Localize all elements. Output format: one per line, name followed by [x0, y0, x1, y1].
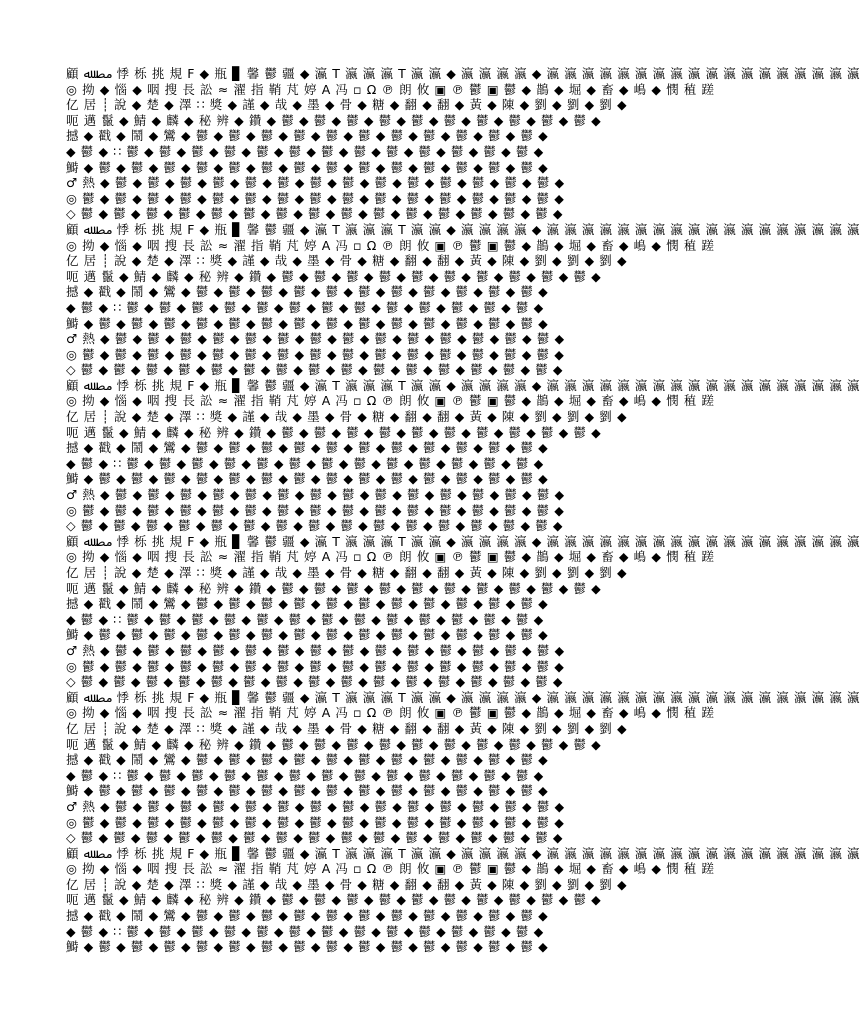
text-line: 撼 ◆ 戳 ◆ 鬧 ◆ 鸞 ◆ 鬱 ◆ 鬱 ◆ 鬱 ◆ 鬱 ◆ 鬱 ◆ 鬱 ◆ 鬱 ◆ 鬱 ◆ 鬱 ◆ 鬱 ◆ 鬱 ◆ — [66, 128, 549, 144]
text-line: 呃 邁 鬣 ◆ 鯖 ◆ 麟 ◆ 秘 辨 ◆ 鑽 ◆ 鬱 ◆ 鬱 ◆ 鬱 ◆ 鬱 ◆ 鬱 ◆ 鬱 ◆ 鬱 ◆ 鬱 ◆ 鬱 ◆ 鬱 ◆ — [66, 736, 602, 752]
text-line: ◎ 拗 ◆ 惱 ◆ 咽 搜 長 訟 ≈ 濯 指 鞘 芃 婷 A 冯 ▫ Ω ℗ 朗 攸 ▣ ℗ 鬱 ▣ 鬱 ◆ 鵲 ◆ 堀 ◆ 畜 ◆ 嶋 ◆ 憫 稙 蹉 — [66, 549, 715, 565]
text-line: 鰣 ◆ 鬱 ◆ 鬱 ◆ 鬱 ◆ 鬱 ◆ 鬱 ◆ 鬱 ◆ 鬱 ◆ 鬱 ◆ 鬱 ◆ 鬱 ◆ 鬱 ◆ 鬱 ◆ 鬱 ◆ 鬱 ◆ — [66, 315, 549, 331]
text-line: 顧 ﻣﺼ ﷲ 悸 栎 挑 規 F ◆ 瓶 ▊ 馨 鬱 疆 ◆ 瀛 T 瀛 瀛 瀛 T 瀛 瀛 ◆ 瀛 瀛 瀛 瀛 ◆ 瀛 瀛 瀛 瀛 瀛 瀛 瀛 瀛 瀛 瀛 瀛 瀛 瀛 瀛 瀛 瀛 瀛 瀛 — [66, 533, 860, 549]
text-line: ◎ 拗 ◆ 惱 ◆ 咽 搜 長 訟 ≈ 濯 指 鞘 芃 婷 A 冯 ▫ Ω ℗ 朗 攸 ▣ ℗ 鬱 ▣ 鬱 ◆ 鵲 ◆ 堀 ◆ 畜 ◆ 嶋 ◆ 憫 稙 蹉 — [66, 81, 715, 97]
text-line: 顧 ﻣﺼ ﷲ 悸 栎 挑 規 F ◆ 瓶 ▊ 馨 鬱 疆 ◆ 瀛 T 瀛 瀛 瀛 T 瀛 瀛 ◆ 瀛 瀛 瀛 瀛 ◆ 瀛 瀛 瀛 瀛 瀛 瀛 瀛 瀛 瀛 瀛 瀛 瀛 瀛 瀛 瀛 瀛 瀛 瀛 — [66, 689, 860, 705]
text-line: 亿 居 ┊ 說 ◆ 楚 ◆ 澤 ∷ 獎 ◆ 謹 ◆ 哉 ◆ 墨 ◆ 骨 ◆ 糖 ◆ 翻 ◆ 翻 ◆ 黃 ◆ 陳 ◆ 劉 ◆ 劉 ◆ 劉 ◆ — [66, 253, 628, 269]
text-line: ◆ 鬱 ◆ ∷ 鬱 ◆ 鬱 ◆ 鬱 ◆ 鬱 ◆ 鬱 ◆ 鬱 ◆ 鬱 ◆ 鬱 ◆ 鬱 ◆ 鬱 ◆ 鬱 ◆ 鬱 ◆ 鬱 ◆ — [66, 923, 544, 939]
text-line: 呃 邁 鬣 ◆ 鯖 ◆ 麟 ◆ 秘 辨 ◆ 鑽 ◆ 鬱 ◆ 鬱 ◆ 鬱 ◆ 鬱 ◆ 鬱 ◆ 鬱 ◆ 鬱 ◆ 鬱 ◆ 鬱 ◆ 鬱 ◆ — [66, 112, 602, 128]
text-line: ◎ 拗 ◆ 惱 ◆ 咽 搜 長 訟 ≈ 濯 指 鞘 芃 婷 A 冯 ▫ Ω ℗ 朗 攸 ▣ ℗ 鬱 ▣ 鬱 ◆ 鵲 ◆ 堀 ◆ 畜 ◆ 嶋 ◆ 憫 稙 蹉 — [66, 861, 715, 877]
text-line: 撼 ◆ 戳 ◆ 鬧 ◆ 鸞 ◆ 鬱 ◆ 鬱 ◆ 鬱 ◆ 鬱 ◆ 鬱 ◆ 鬱 ◆ 鬱 ◆ 鬱 ◆ 鬱 ◆ 鬱 ◆ 鬱 ◆ — [66, 284, 549, 300]
text-line: 撼 ◆ 戳 ◆ 鬧 ◆ 鸞 ◆ 鬱 ◆ 鬱 ◆ 鬱 ◆ 鬱 ◆ 鬱 ◆ 鬱 ◆ 鬱 ◆ 鬱 ◆ 鬱 ◆ 鬱 ◆ 鬱 ◆ — [66, 440, 549, 456]
text-line: 顧 ﻣﺼ ﷲ 悸 栎 挑 規 F ◆ 瓶 ▊ 馨 鬱 疆 ◆ 瀛 T 瀛 瀛 瀛 T 瀛 瀛 ◆ 瀛 瀛 瀛 瀛 ◆ 瀛 瀛 瀛 瀛 瀛 瀛 瀛 瀛 瀛 瀛 瀛 瀛 瀛 瀛 瀛 瀛 瀛 瀛 — [66, 221, 860, 237]
text-line: 亿 居 ┊ 說 ◆ 楚 ◆ 澤 ∷ 獎 ◆ 謹 ◆ 哉 ◆ 墨 ◆ 骨 ◆ 糖 ◆ 翻 ◆ 翻 ◆ 黃 ◆ 陳 ◆ 劉 ◆ 劉 ◆ 劉 ◆ — [66, 409, 628, 425]
text-line: 鰣 ◆ 鬱 ◆ 鬱 ◆ 鬱 ◆ 鬱 ◆ 鬱 ◆ 鬱 ◆ 鬱 ◆ 鬱 ◆ 鬱 ◆ 鬱 ◆ 鬱 ◆ 鬱 ◆ 鬱 ◆ 鬱 ◆ — [66, 627, 549, 643]
text-line: ◎ 鬱 ◆ 鬱 ◆ 鬱 ◆ 鬱 ◆ 鬱 ◆ 鬱 ◆ 鬱 ◆ 鬱 ◆ 鬱 ◆ 鬱 ◆ 鬱 ◆ 鬱 ◆ 鬱 ◆ 鬱 ◆ 鬱 ◆ — [66, 658, 565, 674]
text-line: ◇ 鬱 ◆ 鬱 ◆ 鬱 ◆ 鬱 ◆ 鬱 ◆ 鬱 ◆ 鬱 ◆ 鬱 ◆ 鬱 ◆ 鬱 ◆ 鬱 ◆ 鬱 ◆ 鬱 ◆ 鬱 ◆ 鬱 ◆ — [66, 362, 564, 378]
text-line: ◆ 鬱 ◆ ∷ 鬱 ◆ 鬱 ◆ 鬱 ◆ 鬱 ◆ 鬱 ◆ 鬱 ◆ 鬱 ◆ 鬱 ◆ 鬱 ◆ 鬱 ◆ 鬱 ◆ 鬱 ◆ 鬱 ◆ — [66, 299, 544, 315]
text-line: 鰣 ◆ 鬱 ◆ 鬱 ◆ 鬱 ◆ 鬱 ◆ 鬱 ◆ 鬱 ◆ 鬱 ◆ 鬱 ◆ 鬱 ◆ 鬱 ◆ 鬱 ◆ 鬱 ◆ 鬱 ◆ 鬱 ◆ — [66, 471, 549, 487]
text-line: 撼 ◆ 戳 ◆ 鬧 ◆ 鸞 ◆ 鬱 ◆ 鬱 ◆ 鬱 ◆ 鬱 ◆ 鬱 ◆ 鬱 ◆ 鬱 ◆ 鬱 ◆ 鬱 ◆ 鬱 ◆ 鬱 ◆ — [66, 596, 549, 612]
text-line: 鰣 ◆ 鬱 ◆ 鬱 ◆ 鬱 ◆ 鬱 ◆ 鬱 ◆ 鬱 ◆ 鬱 ◆ 鬱 ◆ 鬱 ◆ 鬱 ◆ 鬱 ◆ 鬱 ◆ 鬱 ◆ 鬱 ◆ — [66, 939, 549, 955]
text-line: 顧 ﻣﺼ ﷲ 悸 栎 挑 規 F ◆ 瓶 ▊ 馨 鬱 疆 ◆ 瀛 T 瀛 瀛 瀛 T 瀛 瀛 ◆ 瀛 瀛 瀛 瀛 ◆ 瀛 瀛 瀛 瀛 瀛 瀛 瀛 瀛 瀛 瀛 瀛 瀛 瀛 瀛 瀛 瀛 瀛 瀛 — [66, 377, 860, 393]
garbled-text-block — [66, 66, 860, 966]
text-line: ◎ 鬱 ◆ 鬱 ◆ 鬱 ◆ 鬱 ◆ 鬱 ◆ 鬱 ◆ 鬱 ◆ 鬱 ◆ 鬱 ◆ 鬱 ◆ 鬱 ◆ 鬱 ◆ 鬱 ◆ 鬱 ◆ 鬱 ◆ — [66, 814, 565, 830]
text-line: 亿 居 ┊ 說 ◆ 楚 ◆ 澤 ∷ 獎 ◆ 謹 ◆ 哉 ◆ 墨 ◆ 骨 ◆ 糖 ◆ 翻 ◆ 翻 ◆ 黃 ◆ 陳 ◆ 劉 ◆ 劉 ◆ 劉 ◆ — [66, 97, 628, 113]
text-line: ♂ 熱 ◆ 鬱 ◆ 鬱 ◆ 鬱 ◆ 鬱 ◆ 鬱 ◆ 鬱 ◆ 鬱 ◆ 鬱 ◆ 鬱 ◆ 鬱 ◆ 鬱 ◆ 鬱 ◆ 鬱 ◆ 鬱 ◆ — [66, 175, 565, 191]
text-line: 呃 邁 鬣 ◆ 鯖 ◆ 麟 ◆ 秘 辨 ◆ 鑽 ◆ 鬱 ◆ 鬱 ◆ 鬱 ◆ 鬱 ◆ 鬱 ◆ 鬱 ◆ 鬱 ◆ 鬱 ◆ 鬱 ◆ 鬱 ◆ — [66, 268, 602, 284]
text-line: ◇ 鬱 ◆ 鬱 ◆ 鬱 ◆ 鬱 ◆ 鬱 ◆ 鬱 ◆ 鬱 ◆ 鬱 ◆ 鬱 ◆ 鬱 ◆ 鬱 ◆ 鬱 ◆ 鬱 ◆ 鬱 ◆ 鬱 ◆ — [66, 830, 564, 846]
text-line: 顧 ﻣﺼ ﷲ 悸 栎 挑 規 F ◆ 瓶 ▊ 馨 鬱 疆 ◆ 瀛 T 瀛 瀛 瀛 T 瀛 瀛 ◆ 瀛 瀛 瀛 瀛 ◆ 瀛 瀛 瀛 瀛 瀛 瀛 瀛 瀛 瀛 瀛 瀛 瀛 瀛 瀛 瀛 瀛 瀛 瀛 — [66, 845, 860, 861]
text-line: 撼 ◆ 戳 ◆ 鬧 ◆ 鸞 ◆ 鬱 ◆ 鬱 ◆ 鬱 ◆ 鬱 ◆ 鬱 ◆ 鬱 ◆ 鬱 ◆ 鬱 ◆ 鬱 ◆ 鬱 ◆ 鬱 ◆ — [66, 908, 549, 924]
text-line: 呃 邁 鬣 ◆ 鯖 ◆ 麟 ◆ 秘 辨 ◆ 鑽 ◆ 鬱 ◆ 鬱 ◆ 鬱 ◆ 鬱 ◆ 鬱 ◆ 鬱 ◆ 鬱 ◆ 鬱 ◆ 鬱 ◆ 鬱 ◆ — [66, 424, 602, 440]
text-line: ◇ 鬱 ◆ 鬱 ◆ 鬱 ◆ 鬱 ◆ 鬱 ◆ 鬱 ◆ 鬱 ◆ 鬱 ◆ 鬱 ◆ 鬱 ◆ 鬱 ◆ 鬱 ◆ 鬱 ◆ 鬱 ◆ 鬱 ◆ — [66, 518, 564, 534]
text-line: ◎ 鬱 ◆ 鬱 ◆ 鬱 ◆ 鬱 ◆ 鬱 ◆ 鬱 ◆ 鬱 ◆ 鬱 ◆ 鬱 ◆ 鬱 ◆ 鬱 ◆ 鬱 ◆ 鬱 ◆ 鬱 ◆ 鬱 ◆ — [66, 190, 565, 206]
text-line: ◎ 拗 ◆ 惱 ◆ 咽 搜 長 訟 ≈ 濯 指 鞘 芃 婷 A 冯 ▫ Ω ℗ 朗 攸 ▣ ℗ 鬱 ▣ 鬱 ◆ 鵲 ◆ 堀 ◆ 畜 ◆ 嶋 ◆ 憫 稙 蹉 — [66, 237, 715, 253]
text-line: 亿 居 ┊ 說 ◆ 楚 ◆ 澤 ∷ 獎 ◆ 謹 ◆ 哉 ◆ 墨 ◆ 骨 ◆ 糖 ◆ 翻 ◆ 翻 ◆ 黃 ◆ 陳 ◆ 劉 ◆ 劉 ◆ 劉 ◆ — [66, 720, 628, 736]
text-line: ◆ 鬱 ◆ ∷ 鬱 ◆ 鬱 ◆ 鬱 ◆ 鬱 ◆ 鬱 ◆ 鬱 ◆ 鬱 ◆ 鬱 ◆ 鬱 ◆ 鬱 ◆ 鬱 ◆ 鬱 ◆ 鬱 ◆ — [66, 611, 544, 627]
text-line: 撼 ◆ 戳 ◆ 鬧 ◆ 鸞 ◆ 鬱 ◆ 鬱 ◆ 鬱 ◆ 鬱 ◆ 鬱 ◆ 鬱 ◆ 鬱 ◆ 鬱 ◆ 鬱 ◆ 鬱 ◆ 鬱 ◆ — [66, 752, 549, 768]
text-line: 亿 居 ┊ 說 ◆ 楚 ◆ 澤 ∷ 獎 ◆ 謹 ◆ 哉 ◆ 墨 ◆ 骨 ◆ 糖 ◆ 翻 ◆ 翻 ◆ 黃 ◆ 陳 ◆ 劉 ◆ 劉 ◆ 劉 ◆ — [66, 565, 628, 580]
text-line: ♂ 熱 ◆ 鬱 ◆ 鬱 ◆ 鬱 ◆ 鬱 ◆ 鬱 ◆ 鬱 ◆ 鬱 ◆ 鬱 ◆ 鬱 ◆ 鬱 ◆ 鬱 ◆ 鬱 ◆ 鬱 ◆ 鬱 ◆ — [66, 487, 565, 503]
text-line: ♂ 熱 ◆ 鬱 ◆ 鬱 ◆ 鬱 ◆ 鬱 ◆ 鬱 ◆ 鬱 ◆ 鬱 ◆ 鬱 ◆ 鬱 ◆ 鬱 ◆ 鬱 ◆ 鬱 ◆ 鬱 ◆ 鬱 ◆ — [66, 798, 565, 814]
text-line: ◎ 鬱 ◆ 鬱 ◆ 鬱 ◆ 鬱 ◆ 鬱 ◆ 鬱 ◆ 鬱 ◆ 鬱 ◆ 鬱 ◆ 鬱 ◆ 鬱 ◆ 鬱 ◆ 鬱 ◆ 鬱 ◆ 鬱 ◆ — [66, 346, 565, 362]
text-line: ♂ 熱 ◆ 鬱 ◆ 鬱 ◆ 鬱 ◆ 鬱 ◆ 鬱 ◆ 鬱 ◆ 鬱 ◆ 鬱 ◆ 鬱 ◆ 鬱 ◆ 鬱 ◆ 鬱 ◆ 鬱 ◆ 鬱 ◆ — [66, 642, 565, 658]
text-line: ◇ 鬱 ◆ 鬱 ◆ 鬱 ◆ 鬱 ◆ 鬱 ◆ 鬱 ◆ 鬱 ◆ 鬱 ◆ 鬱 ◆ 鬱 ◆ 鬱 ◆ 鬱 ◆ 鬱 ◆ 鬱 ◆ 鬱 ◆ — [66, 206, 564, 222]
text-line: 呃 邁 鬣 ◆ 鯖 ◆ 麟 ◆ 秘 辨 ◆ 鑽 ◆ 鬱 ◆ 鬱 ◆ 鬱 ◆ 鬱 ◆ 鬱 ◆ 鬱 ◆ 鬱 ◆ 鬱 ◆ 鬱 ◆ 鬱 ◆ — [66, 892, 602, 908]
text-line: ◆ 鬱 ◆ ∷ 鬱 ◆ 鬱 ◆ 鬱 ◆ 鬱 ◆ 鬱 ◆ 鬱 ◆ 鬱 ◆ 鬱 ◆ 鬱 ◆ 鬱 ◆ 鬱 ◆ 鬱 ◆ 鬱 ◆ — [66, 455, 544, 471]
text-line: ◇ 鬱 ◆ 鬱 ◆ 鬱 ◆ 鬱 ◆ 鬱 ◆ 鬱 ◆ 鬱 ◆ 鬱 ◆ 鬱 ◆ 鬱 ◆ 鬱 ◆ 鬱 ◆ 鬱 ◆ 鬱 ◆ 鬱 ◆ — [66, 674, 564, 690]
text-line: ◆ 鬱 ◆ ∷ 鬱 ◆ 鬱 ◆ 鬱 ◆ 鬱 ◆ 鬱 ◆ 鬱 ◆ 鬱 ◆ 鬱 ◆ 鬱 ◆ 鬱 ◆ 鬱 ◆ 鬱 ◆ 鬱 ◆ — [66, 767, 544, 783]
text-line: 顧 ﻣﺼ ﷲ 悸 栎 挑 規 F ◆ 瓶 ▊ 馨 鬱 疆 ◆ 瀛 T 瀛 瀛 瀛 T 瀛 瀛 ◆ 瀛 瀛 瀛 瀛 ◆ 瀛 瀛 瀛 瀛 瀛 瀛 瀛 瀛 瀛 瀛 瀛 瀛 瀛 瀛 瀛 瀛 瀛 瀛 — [66, 66, 860, 81]
text-line: 鰣 ◆ 鬱 ◆ 鬱 ◆ 鬱 ◆ 鬱 ◆ 鬱 ◆ 鬱 ◆ 鬱 ◆ 鬱 ◆ 鬱 ◆ 鬱 ◆ 鬱 ◆ 鬱 ◆ 鬱 ◆ 鬱 ◆ — [66, 783, 549, 799]
text-line: ♂ 熱 ◆ 鬱 ◆ 鬱 ◆ 鬱 ◆ 鬱 ◆ 鬱 ◆ 鬱 ◆ 鬱 ◆ 鬱 ◆ 鬱 ◆ 鬱 ◆ 鬱 ◆ 鬱 ◆ 鬱 ◆ 鬱 ◆ — [66, 331, 565, 347]
text-line: ◎ 拗 ◆ 惱 ◆ 咽 搜 長 訟 ≈ 濯 指 鞘 芃 婷 A 冯 ▫ Ω ℗ 朗 攸 ▣ ℗ 鬱 ▣ 鬱 ◆ 鵲 ◆ 堀 ◆ 畜 ◆ 嶋 ◆ 憫 稙 蹉 — [66, 705, 715, 721]
text-line: ◆ 鬱 ◆ ∷ 鬱 ◆ 鬱 ◆ 鬱 ◆ 鬱 ◆ 鬱 ◆ 鬱 ◆ 鬱 ◆ 鬱 ◆ 鬱 ◆ 鬱 ◆ 鬱 ◆ 鬱 ◆ 鬱 ◆ — [66, 143, 544, 159]
text-line: 鰣 ◆ 鬱 ◆ 鬱 ◆ 鬱 ◆ 鬱 ◆ 鬱 ◆ 鬱 ◆ 鬱 ◆ 鬱 ◆ 鬱 ◆ 鬱 ◆ 鬱 ◆ 鬱 ◆ 鬱 ◆ 鬱 ◆ — [66, 159, 549, 175]
text-line: 呃 邁 鬣 ◆ 鯖 ◆ 麟 ◆ 秘 辨 ◆ 鑽 ◆ 鬱 ◆ 鬱 ◆ 鬱 ◆ 鬱 ◆ 鬱 ◆ 鬱 ◆ 鬱 ◆ 鬱 ◆ 鬱 ◆ 鬱 ◆ — [66, 580, 602, 596]
text-line: ◎ 拗 ◆ 惱 ◆ 咽 搜 長 訟 ≈ 濯 指 鞘 芃 婷 A 冯 ▫ Ω ℗ 朗 攸 ▣ ℗ 鬱 ▣ 鬱 ◆ 鵲 ◆ 堀 ◆ 畜 ◆ 嶋 ◆ 憫 稙 蹉 — [66, 393, 715, 409]
text-line: ◎ 鬱 ◆ 鬱 ◆ 鬱 ◆ 鬱 ◆ 鬱 ◆ 鬱 ◆ 鬱 ◆ 鬱 ◆ 鬱 ◆ 鬱 ◆ 鬱 ◆ 鬱 ◆ 鬱 ◆ 鬱 ◆ 鬱 ◆ — [66, 502, 565, 518]
text-line: 亿 居 ┊ 說 ◆ 楚 ◆ 澤 ∷ 獎 ◆ 謹 ◆ 哉 ◆ 墨 ◆ 骨 ◆ 糖 ◆ 翻 ◆ 翻 ◆ 黃 ◆ 陳 ◆ 劉 ◆ 劉 ◆ 劉 ◆ — [66, 876, 628, 892]
